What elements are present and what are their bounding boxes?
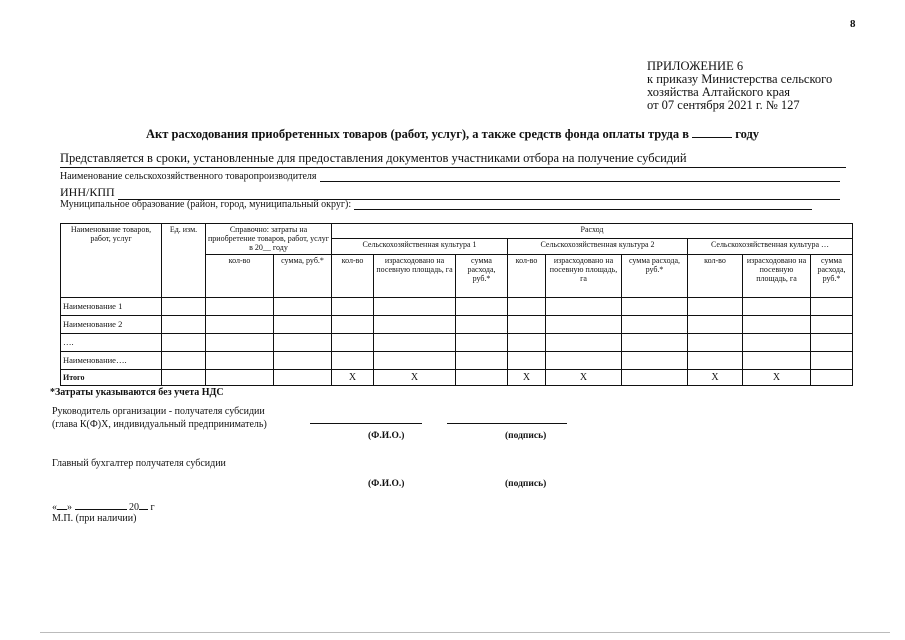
- header-c3-qty: кол-во: [688, 255, 743, 298]
- year-prefix: 20: [129, 502, 139, 513]
- accountant-sign-caption: (подпись): [505, 479, 547, 489]
- header-expense: Расход: [332, 224, 853, 239]
- inn-label: ИНН/КПП: [60, 185, 115, 199]
- total-row: [61, 370, 853, 386]
- producer-label: Наименование сельскохозяйственного товаропроизводителя: [60, 171, 317, 182]
- date-quote-open: «: [52, 502, 57, 513]
- head-label-line-2: (глава К(Ф)Х, индивидуальный предприниматель): [52, 419, 267, 430]
- header-ref-sum: сумма, руб.*: [274, 255, 332, 298]
- page-number: 8: [850, 18, 856, 30]
- title-suffix: году: [735, 127, 760, 141]
- header-unit: Ед. изм.: [162, 224, 206, 298]
- inn-field[interactable]: [60, 185, 840, 200]
- title-prefix: Акт расходования приобретенных товаров (работ, услуг), а также средств фонда оплаты труда в: [145, 127, 689, 141]
- x-mark: Х: [508, 370, 546, 386]
- expense-table: [60, 223, 853, 386]
- accountant-label: Главный бухгалтер получателя субсидии: [52, 458, 226, 469]
- header-name: Наименование товаров, работ, услуг: [61, 224, 162, 298]
- x-mark: Х: [374, 370, 456, 386]
- intro-text: Представляется в сроки, установленные для предоставления документов участниками отбора на получение субсидий: [60, 151, 846, 168]
- head-label-line-1: Руководитель организации - получателя субсидии: [52, 406, 265, 417]
- page-bottom-edge: [40, 632, 890, 633]
- year-suffix-blank[interactable]: [139, 500, 148, 510]
- header-reference: Справочно: затраты на приобретение товаров, работ, услуг в 20__ году: [206, 224, 332, 255]
- head-sign-caption: (подпись): [505, 431, 547, 441]
- document-title: [0, 127, 905, 142]
- header-c3-sum: сумма расхода, руб.*: [811, 255, 853, 298]
- table-row: [61, 298, 853, 316]
- header-crop-2: Сельскохозяйственная культура 2: [508, 239, 688, 255]
- producer-field[interactable]: [60, 171, 840, 182]
- municipality-field[interactable]: [60, 199, 812, 210]
- accountant-fio-caption: (Ф.И.О.): [368, 479, 405, 489]
- appendix-line-4: от 07 сентября 2021 г. № 127: [647, 98, 800, 112]
- row-name: Наименование 1: [61, 298, 162, 316]
- row-name: Наименование….: [61, 352, 162, 370]
- table-row: [61, 316, 853, 334]
- header-c1-sum: сумма расхода, руб.*: [456, 255, 508, 298]
- date-quote-close: »: [67, 502, 72, 513]
- producer-input-line[interactable]: [320, 172, 841, 182]
- row-name: Наименование 2: [61, 316, 162, 334]
- total-label: Итого: [61, 370, 162, 386]
- header-c1-qty: кол-во: [332, 255, 374, 298]
- header-c2-used: израсходовано на посевную площадь, га: [546, 255, 622, 298]
- vat-note: *Затраты указываются без учета НДС: [50, 387, 224, 398]
- municipality-input-line[interactable]: [354, 200, 812, 210]
- appendix-header: [647, 60, 897, 112]
- head-sign-line[interactable]: [447, 423, 567, 424]
- row-name: ….: [61, 334, 162, 352]
- year-blank[interactable]: [692, 127, 732, 138]
- head-signature-label: [52, 405, 267, 431]
- table-row: [61, 352, 853, 370]
- header-c2-qty: кол-во: [508, 255, 546, 298]
- head-fio-caption: (Ф.И.О.): [368, 431, 405, 441]
- x-mark: Х: [688, 370, 743, 386]
- day-blank[interactable]: [57, 500, 67, 510]
- appendix-line-2: к приказу Министерства сельского: [647, 72, 833, 86]
- appendix-line-3: хозяйства Алтайского края: [647, 85, 790, 99]
- header-c1-used: израсходовано на посевную площадь, га: [374, 255, 456, 298]
- month-blank[interactable]: [75, 500, 127, 510]
- stamp-place: М.П. (при наличии): [52, 513, 137, 524]
- header-c2-sum: сумма расхода, руб.*: [622, 255, 688, 298]
- year-letter: г: [150, 502, 155, 513]
- x-mark: Х: [546, 370, 622, 386]
- appendix-title: ПРИЛОЖЕНИЕ 6: [647, 59, 744, 73]
- header-crop-1: Сельскохозяйственная культура 1: [332, 239, 508, 255]
- municipality-label: Муниципальное образование (район, город, муниципальный округ):: [60, 199, 352, 210]
- header-ref-qty: кол-во: [206, 255, 274, 298]
- x-mark: Х: [332, 370, 374, 386]
- header-crop-3: Сельскохозяйственная культура …: [688, 239, 853, 255]
- head-fio-line[interactable]: [310, 423, 422, 424]
- x-mark: Х: [743, 370, 811, 386]
- header-c3-used: израсходовано на посевную площадь, га: [743, 255, 811, 298]
- table-row: [61, 334, 853, 352]
- date-line: [52, 500, 155, 513]
